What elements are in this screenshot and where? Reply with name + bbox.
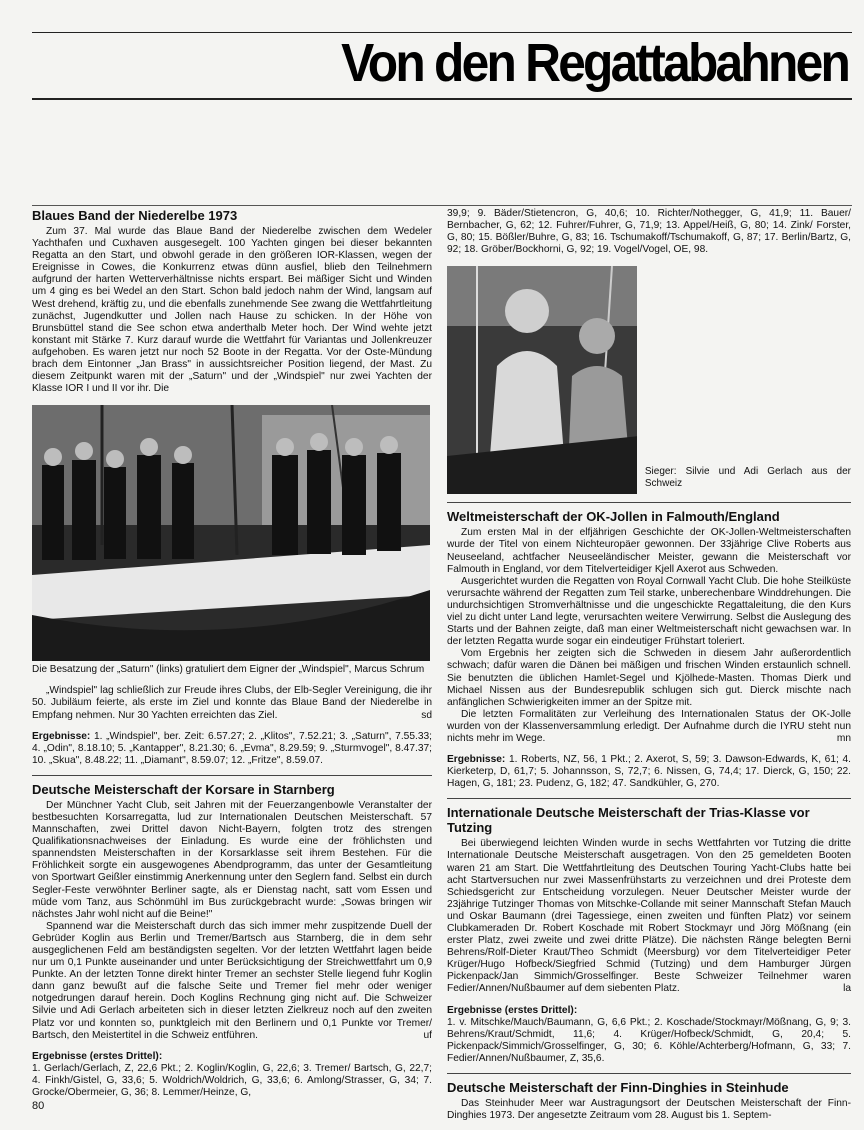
article-body: [447, 709, 851, 745]
winners-photo-row: [447, 266, 851, 494]
article-body: Zum ersten Mal in der elfjährigen Geschichte der OK-Jollen-Weltmeisterschaften wurde der Titel von einem Nichteuropäer gewonnen. Der 33jährige Clive Roberts aus Neuseeland, achtfacher Neuseeländischer Meister, gewann die Meisterschaft vor Falmouth in England, vor dem Titelverteidiger Kjell Axerot aus Schweden.: [447, 527, 851, 575]
section-rule: [447, 502, 851, 503]
article-body: [447, 838, 851, 995]
columns-rule: [32, 205, 852, 206]
results-text: 1. v. Mitschke/Mauch/Baumann, G, 6,6 Pkt.; 2. Koschade/Stockmayr/Mößnang, G, 9; 3. Behrens/Kraut/Schmidt, 11,6; 4. Krüger/Hofbeck/Schmidt, G, 20,4; 5. Pickenpack/Simmich/Grosselfinger, G, 30; 6. Köhle/Achterberg/Hofmann, G, 33; 7. Fedier/Annen/Nußbaumer, Z, 35,6.: [447, 1016, 851, 1064]
page-number: 80: [32, 1100, 45, 1112]
results: [32, 731, 432, 767]
article-body-text: „Windspiel" lag schließlich zur Freude ihres Clubs, der Elb-Segler Vereinigung, die ihr 50. Jubiläum feierte, als erste im Ziel und konnte das Blaue Band der Niederelbe in Empfang nehmen. Nur 30 Yachten erreichten das Ziel.: [32, 685, 432, 721]
left-column: [32, 208, 432, 1099]
author-sign: mn: [836, 732, 851, 744]
author-sign: la: [843, 983, 851, 995]
article-title: Deutsche Meisterschaft der Finn-Dinghies in Steinhude: [447, 1080, 789, 1096]
article-title: Deutsche Meisterschaft der Korsare in Starnberg: [32, 781, 335, 797]
results-label: Ergebnisse (erstes Drittel):: [32, 1050, 163, 1062]
article-body: [32, 685, 432, 721]
article-title: Internationale Deutsche Meisterschaft der Trias-Klasse vor Tutzing: [447, 805, 810, 836]
article-title: Blaues Band der Niederelbe 1973: [32, 208, 238, 223]
article-body-text: Bei überwiegend leichten Winden wurde in sechs Wettfahrten vor Tutzing die dritte Internationale Deutsche Meisterschaft ausgetragen. Von den 25 gemeldeten Booten waren 21 am Start. Die Wettfahrtleitung des Deutschen Touring Yacht-Clubs hatte bei acht Startversuchen nur zwei Massenfrühstarts zu verzeichnen und drei Proteste dem Schiedsgericht zur Entscheidung vorzulegen. Neuer Deutscher Meister wurde der 23jährige Tutzinger Thomas von Mitschke-Collande mit seiner Mannschaft Stefan Mauch und Oskar Baumann (drei Tagessiege, einen zweiten und fünften Platz) vor seinem Clubkameraden Dr. Robert Koschade mit Robert Stockmayr und Jörg Mößnang (ein erster Platz, zwei zweite und zwei dritte Plätze). Die nächsten Ränge belegten Berni Behrens/Rolf-Dieter Kraut/Theo Schmidt (Meersburg) vor dem Titelverteidiger Peter Krüger/Hugo Hofbeck/Siegfried Schmid (Tutzing) und dem Hamburger Jürgen Pickenpack/Jan Simmich/Grosselfinger. Beste Schweizer Teilnehmer waren Fedier/Annen/Nußbaumer auf dem siebenten Platz.: [447, 838, 851, 995]
winners-photo: [447, 266, 637, 494]
section-rule: [32, 775, 432, 776]
results-continued: 39,9; 9. Bäder/Stietencron, G, 40,6; 10. Richter/Nothegger, G, 41,9; 11. Bauer/ Bernbacher, G, 62; 12. Fuhrer/Fuhrer, G, 71,9; 13. Appel/Heiß, G, 80; 14. Zink/ Forster, G, 80; 15. Bößler/Buhre, G, 83; 16. Tschumakoff/Tschumakoff, G, 87; 17. Berlin/Bartz, G, 92; 18. Gröber/Bockhorni, G, 92; 19. Vogel/Vogel, OE, 98.: [447, 208, 851, 256]
results-label: Ergebnisse (erstes Drittel):: [447, 1004, 578, 1016]
article-body: Vom Ergebnis her zeigten sich die Schweden in diesem Jahr außerordentlich schwach; dafür waren die Dänen bei mäßigen und frischen Winden erstaunlich schnell. Sie benutzten die üblichen Hamlet-Segel und Kjölhede-Masten. Thomas Dierk und Michael Nissen aus der Bundesrepublik schlugen sich gut. Dierck mischte nach anfänglichen Schwierigkeiten immer an der Spitze mit.: [447, 648, 851, 708]
article-body: Der Münchner Yacht Club, seit Jahren mit der Feuerzangenbowle Veranstalter der bestbesuchten Korsarregatta, lud zur Internationalen Deutschen Meisterschaft. 57 Mannschaften, zwei Drittel davon Nicht-Bayern, folgten trotz des strengen Qualifikationsnachweises der Einladung. Es wurde eine der fröhlichsten und spannendsten Meisterschaften in der Korsarklasse seit ihrem Bestehen. Für die Fröhlichkeit sorgte ein ausgewogenes Abendprogramm, das unter der Gesamtleitung von Sportwart Geißler einstimmig Anerkennung unter den Seglern fand. Selbst ein durch Segler-Feste verwöhnter Berliner sagte, als er Dienstag nacht, satt vom Essen und müde vom Tanz, aus Schönmühl im Bus zurückgebracht wurde: „Sowas bringen wir nächstes Jahr wohl nicht auf die Beine!": [32, 799, 432, 920]
article-title: Weltmeisterschaft der OK-Jollen in Falmouth/England: [447, 509, 780, 525]
results-label: Ergebnisse:: [32, 730, 91, 742]
results-text: 1. „Windspiel", ber. Zeit: 6.57.27; 2. „Klitos", 7.52.21; 3. „Saturn", 7.55.33; 4. „Odin", 8.18.10; 5. „Kantapper", 8.21.30; 6. „Evma", 8.29.59; 9. „Sturmvogel", 8.47.37; 10. „Skua", 8.48.22; 11. „Diamant", 8.59.07; 12. „Fritze", 8.59.07.: [32, 730, 432, 766]
results-text: 1. Gerlach/Gerlach, Z, 22,6 Pkt.; 2. Koglin/Koglin, G, 22,6; 3. Tremer/ Bartsch, G, 22,7; 4. Finkh/Gistel, G, 33,6; 5. Woldrich/Woldrich, G, 33,6; 6. Amlong/Strasser, G, 34; 7. Grocke/Obermeier, G, 36; 8. Lemmer/Heinze, G,: [32, 1062, 432, 1099]
article-body: Das Steinhuder Meer war Austragungsort der Deutschen Meisterschaft der Finn-Dinghies 1973. Der angesetzte Zeitraum vom 28. August bis 1. Septem-: [447, 1098, 851, 1122]
photo-caption: Die Besatzung der „Saturn" (links) gratuliert dem Eigner der „Windspiel", Marcus Schrum: [32, 664, 425, 676]
regatta-crew-photo-icon: [32, 405, 430, 661]
author-sign: sd: [421, 709, 432, 721]
section-rule: [447, 1073, 851, 1074]
article-body: [32, 921, 432, 1042]
photo-caption: Sieger: Silvie und Adi Gerlach aus der Schweiz: [644, 466, 851, 490]
section-rule: [447, 798, 851, 799]
right-column: [447, 208, 851, 1122]
masthead: Von den Regattabahnen: [341, 33, 848, 93]
article-body-text: Spannend war die Meisterschaft durch das sich immer mehr zuspitzende Duell der Gebrüder Koglin aus Berlin und Tremer/Bartsch aus Starnberg, die in dem sehr ausgeglichenen Feld am beständigsten segelten. Vor der letzten Wettfahrt lagen beide nur um 0,1 Punkte auseinander und unter Berücksichtigung der Streichwettfahrt um 0,9 Punkte. An der letzten Tonne direkt hinter Tremer an sechster Stelle liegend fuhr Koglin dann ganz bewußt auf die falsche Seite und Tremer fiel mehr oder weniger notgedrungen darauf herein. Doch Koglins Rechnung ging nicht auf. Die Schweizer Silvie und Adi Gerlach arbeiteten sich in dieser letzten Zielkreuz noch auf den zweiten Platz vor und konnten so, punktgleich mit den Berlinern und 0,1 Punkte vor Tremer/ Bartsch, den Meistertitel in die Schweiz entführen.: [32, 920, 432, 1041]
results-label: Ergebnisse:: [447, 754, 506, 766]
results-text: 1. Roberts, NZ, 56, 1 Pkt.; 2. Axerot, S, 59; 3. Dawson-Edwards, K, 61; 4. Kierketerp, D, 61,7; 5. Johannsson, S, 72,7; 6. Nissen, G, 74,4; 17. Dierck, G, 150; 22. Hagen, G, 181; 23. Pudenz, G, 182; 47. Sandkühler, G, 270.: [447, 754, 851, 790]
article-body: Ausgerichtet wurden die Regatten von Royal Cornwall Yacht Club. Die hohe Steilküste verursachte während der Regatten zum Teil starke, unberechenbare Winddrehungen. Die undurchsichtigen Stromverhältnisse und die ungeschickte Regattaleitung, die den Kurs viel zu dicht unter Land legte, verursachten weitere Verwirrung. Selbst die Auslegung des Starts und der Bahnen zeigte, daß man einer Weltmeisterschaft nicht gewachsen war. In der letzten Regatta wurde sogar ein eindeutiger Frühstart toleriert.: [447, 575, 851, 648]
masthead-rule: [32, 98, 852, 100]
winners-photo-icon: [447, 266, 637, 494]
regatta-crew-photo: [32, 405, 430, 661]
author-sign: uf: [423, 1029, 432, 1041]
results: [447, 754, 851, 790]
article-body: Zum 37. Mal wurde das Blaue Band der Niederelbe zwischen dem Wedeler Yachthafen und Cuxhaven ausgesegelt. 100 Yachten gingen bei dieser bekannten Regatta an den Start, und obwohl gerade in den größeren IOR-Klassen, wegen der Ereignisse in Cowes, die Konkurrenz etwas dünn ausfiel, blieb den Teilnehmern aufgrund der harten Wetterverhältnisse nichts erspart. Bei mäßiger Sicht und Winden um 4 ging es bei Wedel an den Start. Schon bald jedoch nahm der Wind, langsam auf West drehend, kräftig zu, und die ebenfalls zunehmende See zwang die Wettfahrtleitung zunächst, Jugendkutter und Jollen nach Hause zu schicken. In der Höhe von Brunsbüttel stand die See schon etwa anderthalb Meter hoch. Der Wind wehte jetzt konstant mit Stärke 7. Kurz darauf wurde die Wettfahrt für Variantas und Jollenkreuzer aufgehoben. Es waren jetzt nur noch 52 Boote in der Regatta. Vor der Oste-Mündung brach dem Eintonner „Jan Brass" in aussichtsreicher Position liegend, der Mast. Zu diesem Zeitpunkt waren mit der „Saturn" und der „Windspiel" nur zwei Yachten der Klasse IOR I und II vor ihr. Die: [32, 226, 432, 395]
article-body-text: Die letzten Formalitäten zur Verleihung des Internationalen Status der OK-Jolle wurden von der Klassenversammlung erledigt. Der Aufnahme durch die IYRU steht nun nichts mehr im Wege.: [447, 708, 851, 744]
